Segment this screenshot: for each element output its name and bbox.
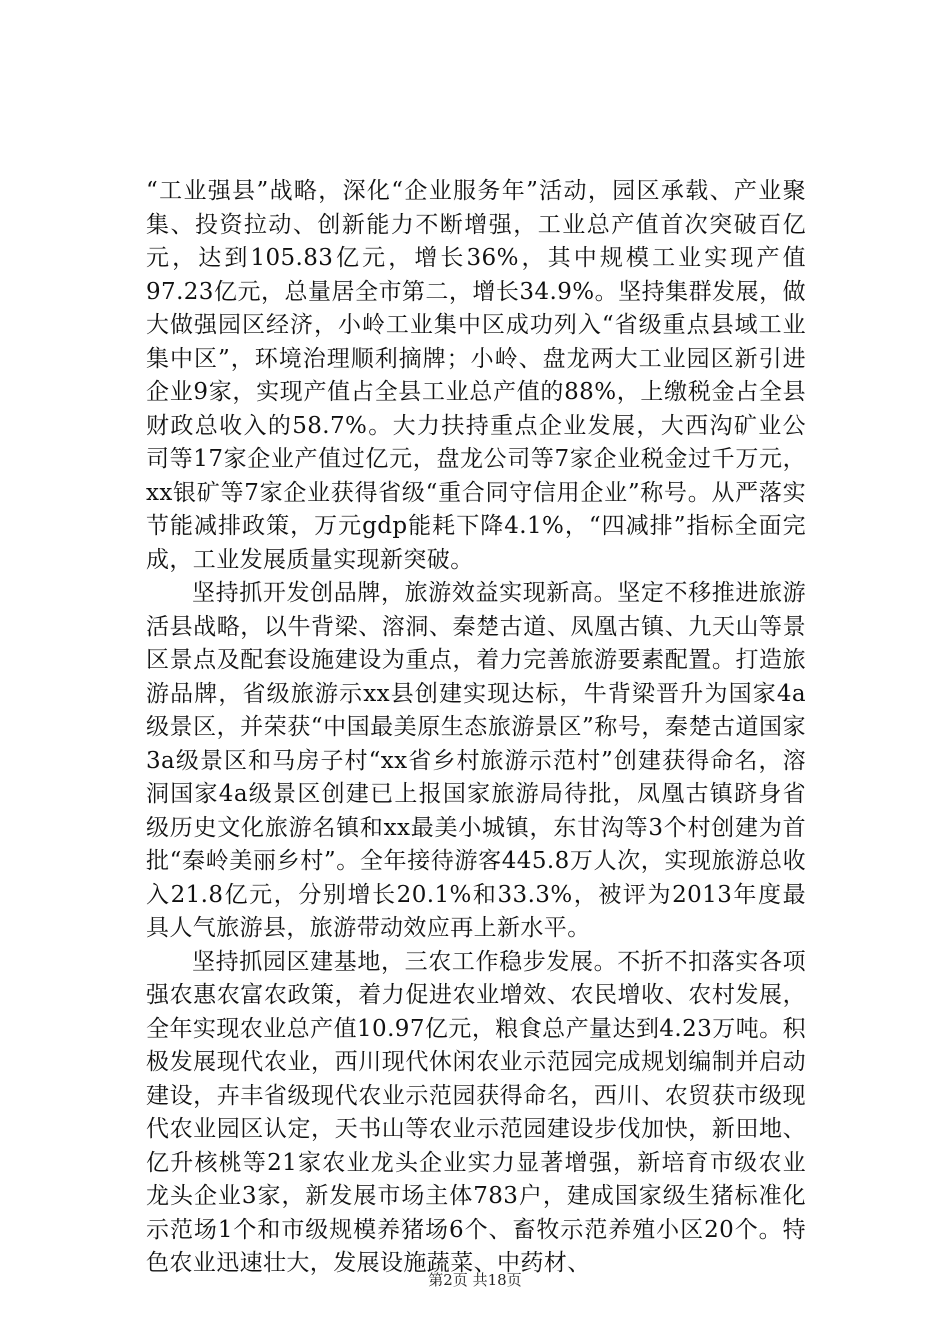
document-body (146, 175, 806, 1281)
paragraph-3: 坚持抓园区建基地，三农工作稳步发展。不折不扣落实各项强农惠农富农政策，着力促进农业增效、农民增收、农村发展，全年实现农业总产值10.97亿元，粮食总产量达到4.23万吨。积极发展现代农业，西川现代休闲农业示范园完成规划编制并启动建设，卉丰省级现代农业示范园获得命名，西川、农贸获市级现代农业园区认定，天书山等农业示范园建设步伐加快，新田地、亿升核桃等21家农业龙头企业实力显著增强，新培育市级农业龙头企业3家，新发展市场主体783户，建成国家级生猪标准化示范场1个和市级规模养猪场6个、畜牧示范养殖小区20个。特色农业迅速壮大，发展设施蔬菜、中药材、 (146, 948, 806, 1276)
paragraph-1: “工业强县”战略，深化“企业服务年”活动，园区承载、产业聚集、投资拉动、创新能力不断增强，工业总产值首次突破百亿元，达到105.83亿元，增长36%，其中规模工业实现产值97.23亿元，总量居全市第二，增长34.9%。坚持集群发展，做大做强园区经济，小岭工业集中区成功列入“省级重点县域工业集中区”，环境治理顺利摘牌；小岭、盘龙两大工业园区新引进企业9家，实现产值占全县工业总产值的88%，上缴税金占全县财政总收入的58.7%。大力扶持重点企业发展，大西沟矿业公司等17家企业产值过亿元，盘龙公司等7家企业税金过千万元，xx银矿等7家企业获得省级“重合同守信用企业”称号。从严落实节能减排政策，万元gdp能耗下降4.1%，“四减排”指标全面完成，工业发展质量实现新突破。 (146, 178, 806, 573)
page-number-label: 第2页 共18页 (428, 1271, 522, 1289)
paragraph-2: 坚持抓开发创品牌，旅游效益实现新高。坚定不移推进旅游活县战略，以牛背梁、溶洞、秦楚古道、凤凰古镇、九天山等景区景点及配套设施建设为重点，着力完善旅游要素配置。打造旅游品牌，省级旅游示xx县创建实现达标，牛背梁晋升为国家4a级景区，并荣获“中国最美原生态旅游景区”称号，秦楚古道国家3a级景区和马房子村“xx省乡村旅游示范村”创建获得命名，溶洞国家4a级景区创建已上报国家旅游局待批，凤凰古镇跻身省级历史文化旅游名镇和xx最美小城镇，东甘沟等3个村创建为首批“秦岭美丽乡村”。全年接待游客445.8万人次，实现旅游总收入21.8亿元，分别增长20.1%和33.3%，被评为2013年度最具人气旅游县，旅游带动效应再上新水平。 (146, 580, 806, 941)
page-footer (0, 1270, 950, 1290)
